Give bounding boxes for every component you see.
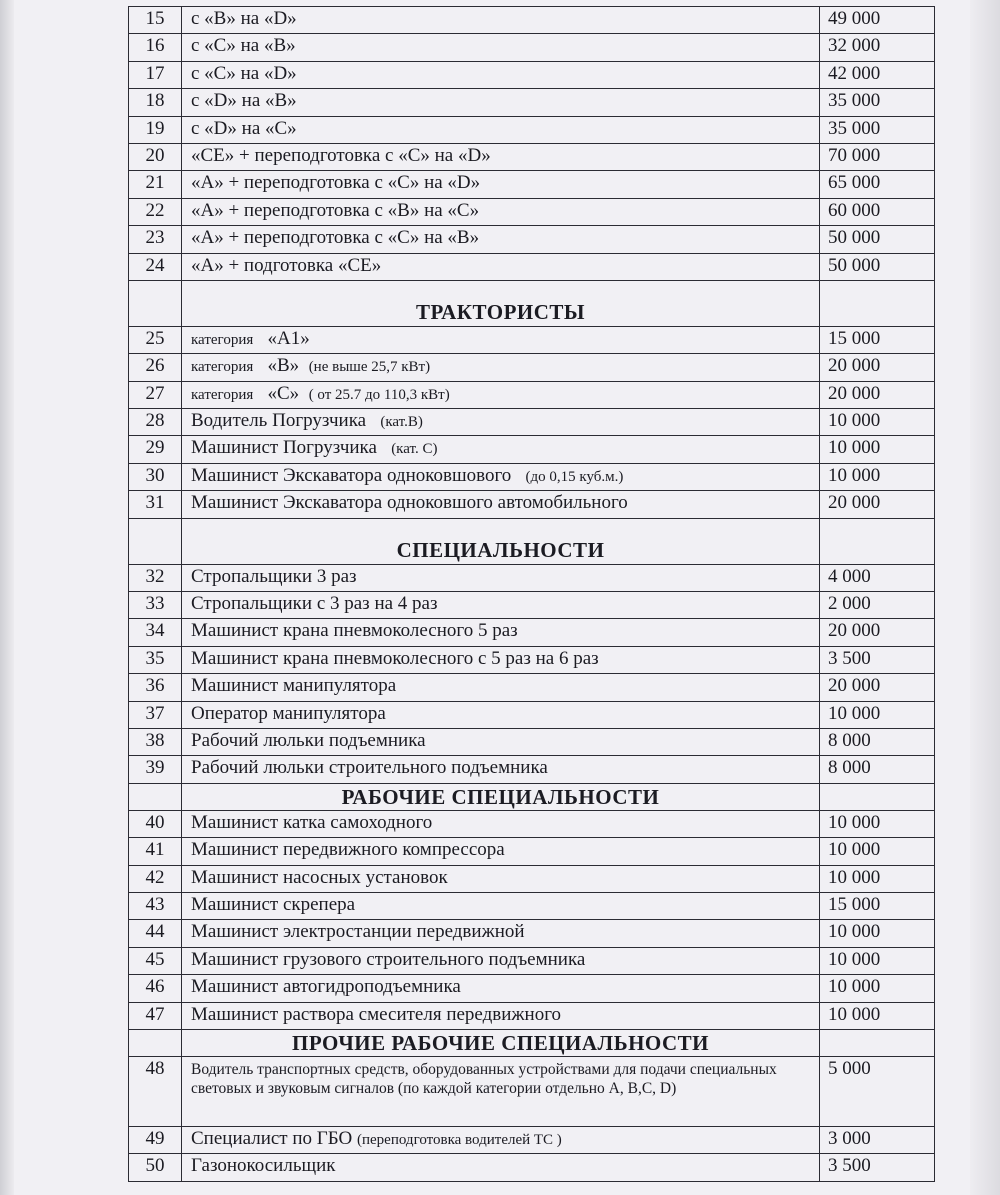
row-number: 44 xyxy=(129,920,182,947)
row-number: 22 xyxy=(129,198,182,225)
table-row xyxy=(129,783,935,810)
row-price: 60 000 xyxy=(820,198,935,225)
row-price: 42 000 xyxy=(820,61,935,88)
row-price: 10 000 xyxy=(820,1002,935,1029)
row-price: 10 000 xyxy=(820,975,935,1002)
row-number: 35 xyxy=(129,646,182,673)
row-price: 50 000 xyxy=(820,226,935,253)
section-title-work: РАБОЧИЕ СПЕЦИАЛЬНОСТИ xyxy=(182,783,820,810)
table-row xyxy=(129,947,935,974)
row-number: 50 xyxy=(129,1154,182,1181)
row-price: 20 000 xyxy=(820,381,935,408)
row-number: 36 xyxy=(129,674,182,701)
row-description: Водитель транспортных средств, оборудованных устройствами для подачи специальных световых и звуковым сигналов (по каждой категории отдельно А, В,С, D) xyxy=(182,1056,820,1126)
row-number: 17 xyxy=(129,61,182,88)
row-description: с «D» на «С» xyxy=(182,116,820,143)
row-price: 65 000 xyxy=(820,171,935,198)
row-description: Машинист крана пневмоколесного 5 раз xyxy=(182,619,820,646)
row-description: «А» + переподготовка с «В» на «С» xyxy=(182,198,820,225)
row-number: 48 xyxy=(129,1056,182,1126)
row-description: «А» + переподготовка с «С» на «D» xyxy=(182,171,820,198)
row-price: 20 000 xyxy=(820,674,935,701)
table-row xyxy=(129,674,935,701)
table-row xyxy=(129,756,935,783)
row-number: 16 xyxy=(129,34,182,61)
row-description: с «С» на «В» xyxy=(182,34,820,61)
row-description: Машинист передвижного компрессора xyxy=(182,838,820,865)
table-row xyxy=(129,1154,935,1181)
table-row xyxy=(129,975,935,1002)
row-description: Машинист насосных установок xyxy=(182,865,820,892)
row-description: Рабочий люльки подъемника xyxy=(182,728,820,755)
row-description xyxy=(182,436,820,463)
empty-cell xyxy=(129,280,182,326)
row-price: 50 000 xyxy=(820,253,935,280)
row-price: 32 000 xyxy=(820,34,935,61)
table-row xyxy=(129,1126,935,1153)
table-row xyxy=(129,491,935,518)
row-description: Машинист катка самоходного xyxy=(182,810,820,837)
row-description: с «В» на «D» xyxy=(182,7,820,34)
row-description-text: Специалист по ГБО xyxy=(191,1127,353,1149)
row-description: Стропальщики с 3 раз на 4 раз xyxy=(182,592,820,619)
row-number: 15 xyxy=(129,7,182,34)
row-price: 3 500 xyxy=(820,646,935,673)
row-number: 49 xyxy=(129,1126,182,1153)
row-number: 28 xyxy=(129,409,182,436)
row-number: 19 xyxy=(129,116,182,143)
row-number: 23 xyxy=(129,226,182,253)
empty-cell xyxy=(129,1029,182,1056)
row-number: 31 xyxy=(129,491,182,518)
row-number: 34 xyxy=(129,619,182,646)
table-row xyxy=(129,436,935,463)
table-row xyxy=(129,1056,935,1126)
row-description: Машинист крана пневмоколесного с 5 раз на 6 раз xyxy=(182,646,820,673)
row-number: 33 xyxy=(129,592,182,619)
row-price: 2 000 xyxy=(820,592,935,619)
row-description-text: Машинист Погрузчика xyxy=(191,437,377,459)
row-description: «СЕ» + переподготовка с «С» на «D» xyxy=(182,143,820,170)
empty-cell xyxy=(820,518,935,564)
empty-cell xyxy=(820,783,935,810)
row-price: 10 000 xyxy=(820,701,935,728)
category-name: «А1» xyxy=(267,327,310,349)
category-prefix: категория xyxy=(191,359,254,376)
row-number: 21 xyxy=(129,171,182,198)
table-row xyxy=(129,1002,935,1029)
table-row xyxy=(129,226,935,253)
row-price: 49 000 xyxy=(820,7,935,34)
category-name: «В» xyxy=(267,355,300,377)
table-row xyxy=(129,564,935,591)
row-price: 3 500 xyxy=(820,1154,935,1181)
row-number: 20 xyxy=(129,143,182,170)
table-row xyxy=(129,326,935,353)
table-row xyxy=(129,409,935,436)
table-row xyxy=(129,7,935,34)
row-number: 41 xyxy=(129,838,182,865)
table-row xyxy=(129,116,935,143)
row-price: 70 000 xyxy=(820,143,935,170)
table-row xyxy=(129,518,935,564)
row-description xyxy=(182,409,820,436)
row-description-text: Машинист Экскаватора одноковшого автомобильного xyxy=(191,492,628,514)
empty-cell xyxy=(820,1029,935,1056)
row-description xyxy=(182,354,820,381)
row-description: с «D» на «В» xyxy=(182,89,820,116)
row-price: 8 000 xyxy=(820,756,935,783)
row-number: 32 xyxy=(129,564,182,591)
row-price: 10 000 xyxy=(820,810,935,837)
table-row xyxy=(129,89,935,116)
row-number: 42 xyxy=(129,865,182,892)
table-row xyxy=(129,701,935,728)
row-number: 24 xyxy=(129,253,182,280)
row-description-text: Водитель Погрузчика xyxy=(191,410,367,432)
table-row xyxy=(129,280,935,326)
row-price: 10 000 xyxy=(820,436,935,463)
row-number: 27 xyxy=(129,381,182,408)
row-description: Машинист манипулятора xyxy=(182,674,820,701)
row-number: 40 xyxy=(129,810,182,837)
row-price: 35 000 xyxy=(820,116,935,143)
row-price: 4 000 xyxy=(820,564,935,591)
row-number: 43 xyxy=(129,892,182,919)
row-number: 38 xyxy=(129,728,182,755)
page-shadow-right xyxy=(970,0,1000,1195)
row-description xyxy=(182,326,820,353)
row-description-note: (кат. С) xyxy=(391,441,438,458)
row-number: 30 xyxy=(129,463,182,490)
price-table xyxy=(128,6,935,1182)
row-number: 39 xyxy=(129,756,182,783)
empty-cell xyxy=(129,518,182,564)
row-price: 10 000 xyxy=(820,409,935,436)
row-price: 10 000 xyxy=(820,947,935,974)
row-price: 20 000 xyxy=(820,619,935,646)
section-title-tractor: ТРАКТОРИСТЫ xyxy=(182,280,820,326)
row-description: Рабочий люльки строительного подъемника xyxy=(182,756,820,783)
category-name: «С» xyxy=(267,382,300,404)
row-price: 10 000 xyxy=(820,463,935,490)
table-row xyxy=(129,1029,935,1056)
row-description: Машинист раствора смесителя передвижного xyxy=(182,1002,820,1029)
table-row xyxy=(129,892,935,919)
table-row xyxy=(129,619,935,646)
row-description-text: Машинист Экскаватора одноковшового xyxy=(191,464,512,486)
row-description: Машинист автогидроподъемника xyxy=(182,975,820,1002)
table-row xyxy=(129,143,935,170)
row-description-note: (до 0,15 куб.м.) xyxy=(525,468,624,485)
table-row xyxy=(129,34,935,61)
table-row xyxy=(129,728,935,755)
row-number: 29 xyxy=(129,436,182,463)
table-row xyxy=(129,592,935,619)
row-description: Газонокосильщик xyxy=(182,1154,820,1181)
table-row xyxy=(129,381,935,408)
row-description xyxy=(182,381,820,408)
row-description-note: (переподготовка водителей ТС ) xyxy=(357,1131,562,1148)
table-row xyxy=(129,920,935,947)
row-price: 8 000 xyxy=(820,728,935,755)
row-price: 15 000 xyxy=(820,892,935,919)
row-description xyxy=(182,491,820,518)
row-number: 26 xyxy=(129,354,182,381)
row-description: «А» + переподготовка с «С» на «В» xyxy=(182,226,820,253)
row-price: 20 000 xyxy=(820,354,935,381)
row-number: 46 xyxy=(129,975,182,1002)
row-description: Стропальщики 3 раз xyxy=(182,564,820,591)
row-price: 10 000 xyxy=(820,920,935,947)
row-number: 45 xyxy=(129,947,182,974)
row-description-note: (кат.В) xyxy=(380,414,423,431)
row-number: 47 xyxy=(129,1002,182,1029)
row-description xyxy=(182,1126,820,1153)
row-description: с «С» на «D» xyxy=(182,61,820,88)
row-number: 25 xyxy=(129,326,182,353)
row-description xyxy=(182,463,820,490)
table-row xyxy=(129,171,935,198)
row-description: Машинист электростанции передвижной xyxy=(182,920,820,947)
row-description: Машинист скрепера xyxy=(182,892,820,919)
table-row xyxy=(129,646,935,673)
row-price: 3 000 xyxy=(820,1126,935,1153)
section-title-other: ПРОЧИЕ РАБОЧИЕ СПЕЦИАЛЬНОСТИ xyxy=(182,1029,820,1056)
table-row xyxy=(129,865,935,892)
row-description: Машинист грузового строительного подъемника xyxy=(182,947,820,974)
empty-cell xyxy=(129,783,182,810)
section-title-special: СПЕЦИАЛЬНОСТИ xyxy=(182,518,820,564)
category-note: (не выше 25,7 кВт) xyxy=(308,359,431,376)
row-price: 35 000 xyxy=(820,89,935,116)
row-number: 37 xyxy=(129,701,182,728)
row-price: 10 000 xyxy=(820,865,935,892)
table-row xyxy=(129,810,935,837)
row-price: 15 000 xyxy=(820,326,935,353)
empty-cell xyxy=(820,280,935,326)
row-number: 18 xyxy=(129,89,182,116)
category-note: ( от 25.7 до 110,3 кВт) xyxy=(308,386,450,403)
table-row xyxy=(129,198,935,225)
row-price: 20 000 xyxy=(820,491,935,518)
table-row xyxy=(129,463,935,490)
row-price: 5 000 xyxy=(820,1056,935,1126)
row-description: «А» + подготовка «СЕ» xyxy=(182,253,820,280)
table-row xyxy=(129,61,935,88)
category-prefix: категория xyxy=(191,331,254,348)
table-row xyxy=(129,838,935,865)
category-prefix: категория xyxy=(191,386,254,403)
page-shadow-left xyxy=(0,0,14,1195)
row-price: 10 000 xyxy=(820,838,935,865)
table-row xyxy=(129,354,935,381)
row-description: Оператор манипулятора xyxy=(182,701,820,728)
table-row xyxy=(129,253,935,280)
